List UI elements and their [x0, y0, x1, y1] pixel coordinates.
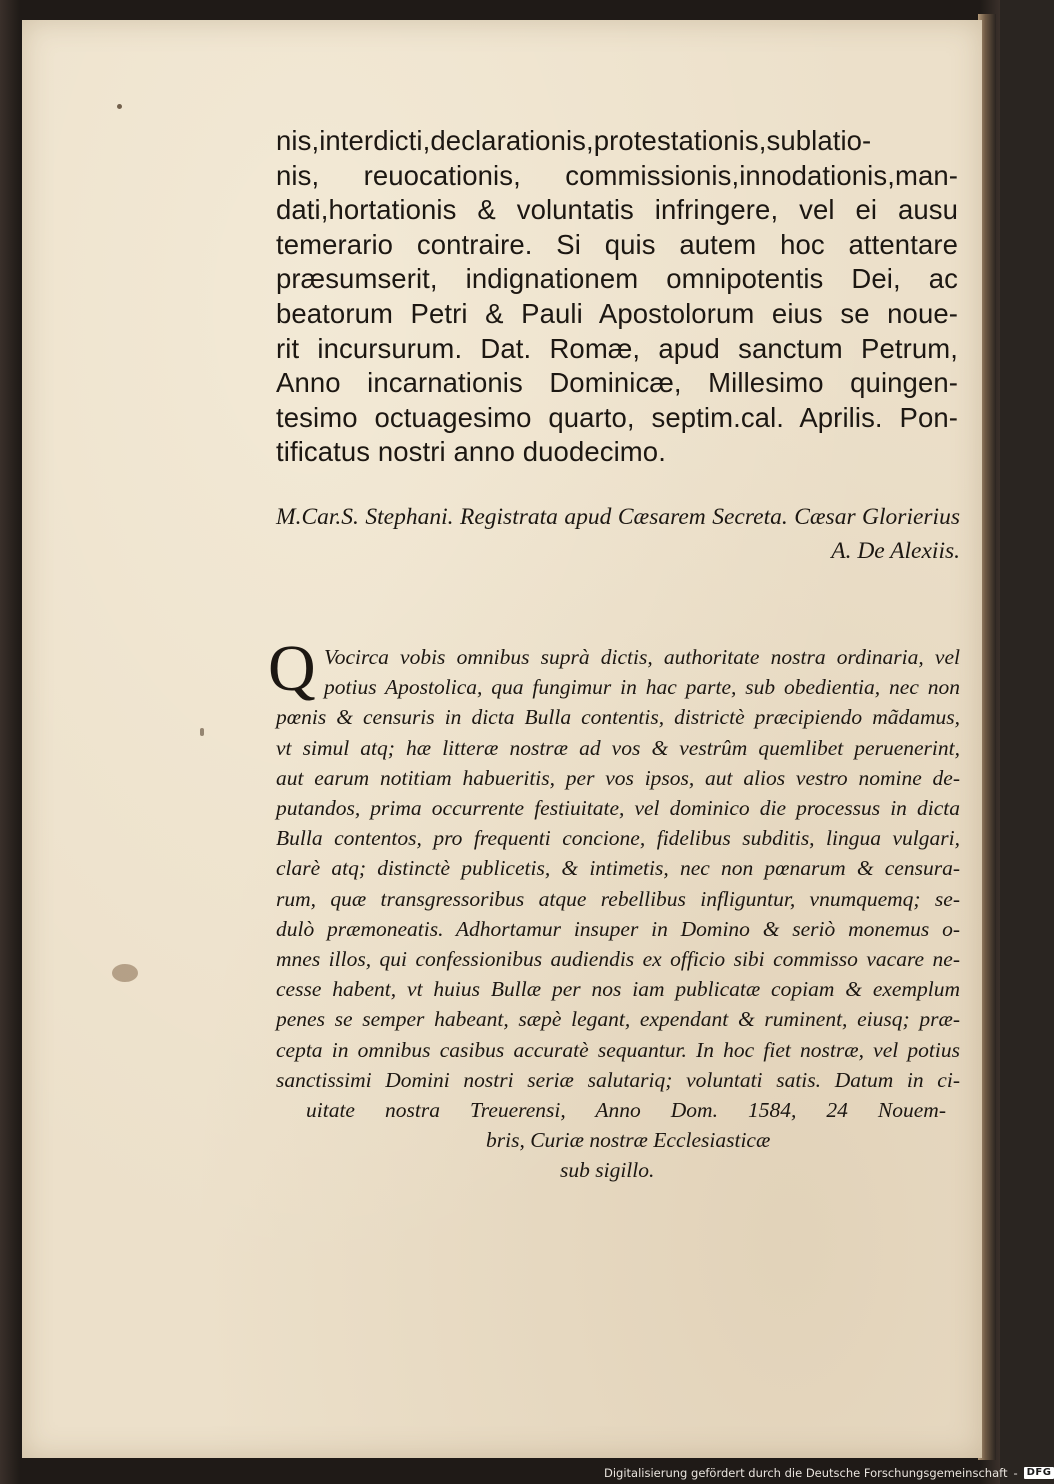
italic-line: Vocirca vobis omnibus suprà dictis, authoritate nostra ordinaria, vel [324, 645, 960, 669]
main-text-block [276, 124, 966, 470]
text-line: Anno incarnationis Dominicæ, Millesimo quingen- [276, 367, 958, 399]
text-line: nis, reuocationis, commissionis,innodationis,man- [276, 159, 958, 191]
text-line: temerario contraire. Si quis autem hoc attentare [276, 228, 958, 260]
italic-text-block [276, 642, 964, 1186]
paper-stain [200, 728, 204, 736]
text-line: præsumserit, indignationem omnipotentis Dei, ac [276, 263, 958, 295]
italic-line: rum, quæ transgressoribus atque rebellibus infliguntur, vnumquemq; se- [276, 886, 960, 911]
italic-line: Bulla contentos, pro frequenti concione, fidelibus subditis, lingua vulgari, [276, 826, 960, 851]
italic-line: cepta in omnibus casibus accuratè sequantur. In hoc fiet nostræ, vel potius [276, 1037, 960, 1062]
italic-line: mnes illos, qui confessionibus audiendis ex officio sibi commisso vacare ne- [276, 947, 960, 972]
italic-line: pœnis & censuris in dicta Bulla contentis, districtè præcipiendo mãdamus, [276, 705, 960, 730]
paper-stain [117, 104, 122, 109]
italic-line: penes se semper habeant, sæpè legant, expendant & ruminent, eiusq; præ- [276, 1007, 960, 1032]
italic-line: cesse habent, vt huius Bullæ per nos iam publicatæ copiam & exemplum [276, 977, 960, 1002]
text-line: nis,interdicti,declarationis,protestationis,sublatio- [276, 125, 872, 156]
footer-separator: - [1013, 1466, 1018, 1480]
italic-line: aut earum notitiam habueritis, per vos ipsos, aut alios vestro nomine de- [276, 765, 960, 790]
italic-line: potius Apostolica, qua fungimur in hac parte, sub obedientia, nec non [324, 675, 960, 700]
text-line: tesimo octuagesimo quarto, septim.cal. Aprilis. Pon- [276, 401, 958, 433]
italic-line: putandos, prima occurrente festiuitate, vel dominico die processus in dicta [276, 796, 960, 821]
text-line: beatorum Petri & Pauli Apostolorum eius se noue- [276, 297, 958, 329]
text-line: rit incursurum. Dat. Romæ, apud sanctum Petrum, [276, 332, 958, 364]
italic-line: vt simul atq; hæ litteræ nostræ ad vos & vestrûm quemlibet peruenerint, [276, 735, 960, 760]
digitization-footer [604, 1462, 1052, 1484]
italic-line: clarè atq; distinctè publicetis, & intimetis, nec non pœnarum & censura- [276, 856, 960, 881]
signature-line: M.Car.S. Stephani. Registrata apud Cæsarem Secreta. Cæsar Glorierius [276, 504, 960, 530]
italic-line: uitate nostra Treuerensi, Anno Dom. 1584, 24 Nouem- [306, 1098, 946, 1123]
italic-line: dulò præmoneatis. Adhortamur insuper in Domino & seriò monemus o- [276, 916, 960, 941]
drop-cap: Q [268, 632, 316, 705]
italic-line: sub sigillo. [560, 1158, 655, 1183]
dfg-logo-icon: DFG [1024, 1467, 1054, 1479]
italic-line: bris, Curiæ nostræ Ecclesiasticæ [486, 1128, 771, 1153]
signature-block [276, 500, 960, 568]
italic-line: sanctissimi Domini nostri seriæ salutariq; voluntati satis. Datum in ci- [276, 1067, 960, 1092]
text-line: tificatus nostri anno duodecimo. [276, 436, 666, 468]
footer-text: Digitalisierung gefördert durch die Deutsche Forschungsgemeinschaft [604, 1466, 1008, 1480]
signature-line: A. De Alexiis. [831, 538, 960, 564]
paper-stain [112, 964, 138, 982]
text-line: dati,hortationis & voluntatis infringere, vel ei ausu [276, 194, 958, 226]
